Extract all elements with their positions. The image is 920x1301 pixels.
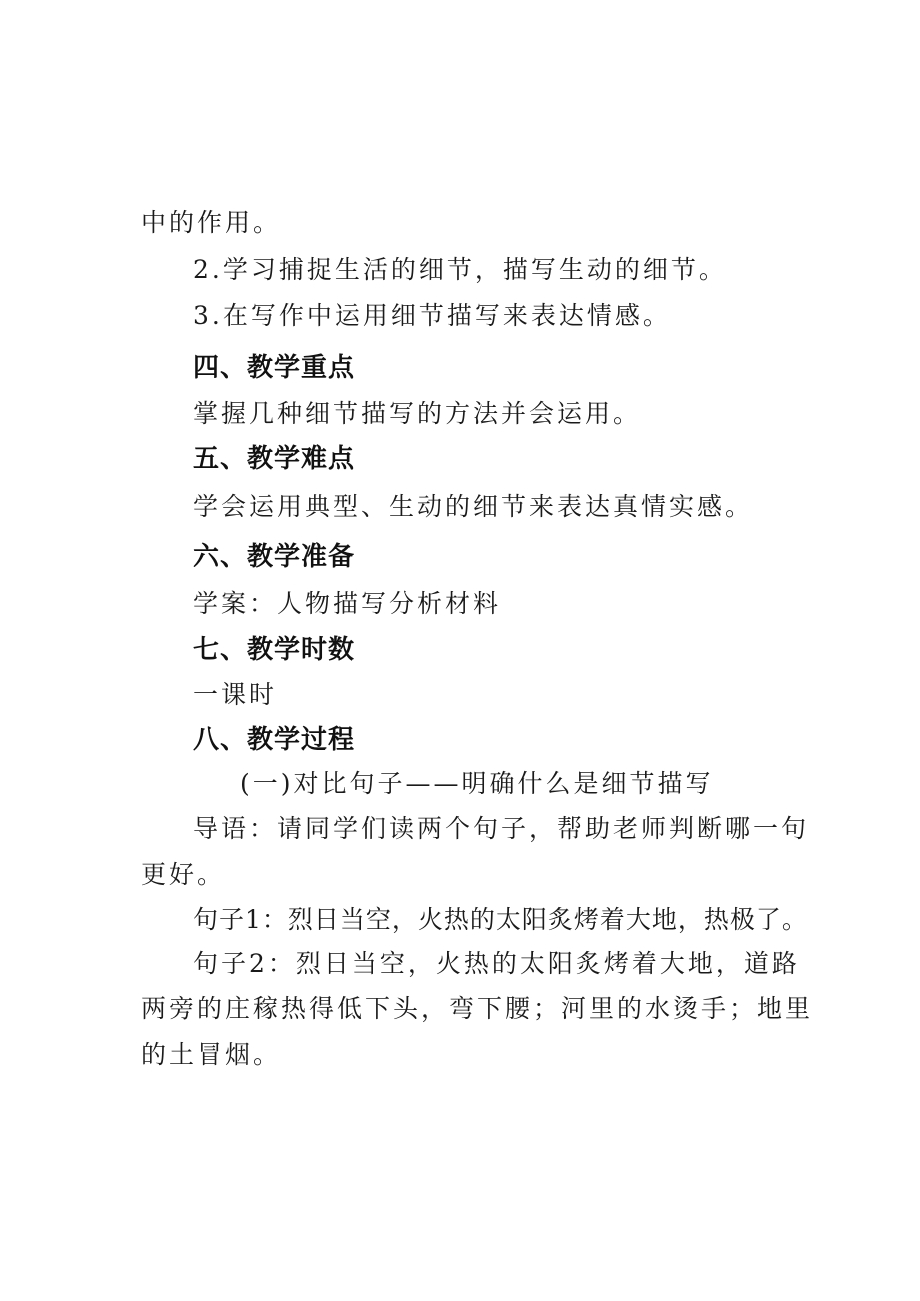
text-line-key-points: 掌握几种细节描写的方法并会运用。 [193,399,642,428]
section-heading-difficulties: 五、教学难点 [193,444,356,474]
text-line-hours: 一课时 [193,680,278,709]
text-line-sentence-1: 句子1：烈日当空，火热的太阳炙烤着大地，热极了。 [193,905,808,934]
text-line-preparation: 学案：人物描写分析材料 [193,589,502,618]
text-line-sentence-2: 句子2：烈日当空，火热的太阳炙烤着大地，道路 [193,949,800,978]
text-line-lead-in-cont: 更好。 [141,860,226,889]
text-line-intro-cont: 中的作用。 [141,208,282,237]
text-line-sentence-2-end: 的土冒烟。 [141,1040,282,1069]
section-heading-preparation: 六、教学准备 [193,542,356,572]
text-line-sentence-2-cont: 两旁的庄稼热得低下头，弯下腰；河里的水烫手；地里 [141,994,814,1023]
subsection-heading-compare: (一)对比句子——明确什么是细节描写 [240,769,714,798]
section-heading-process: 八、教学过程 [193,725,356,755]
text-line-objective-2: 2.学习捕捉生活的细节，描写生动的细节。 [193,255,727,284]
text-line-lead-in: 导语：请同学们读两个句子，帮助老师判断哪一句 [193,814,810,843]
text-line-difficulties: 学会运用典型、生动的细节来表达真情实感。 [193,492,754,521]
section-heading-hours: 七、教学时数 [193,635,356,665]
section-heading-key-points: 四、教学重点 [193,353,356,383]
text-line-objective-3: 3.在写作中运用细节描写来表达情感。 [193,301,671,330]
